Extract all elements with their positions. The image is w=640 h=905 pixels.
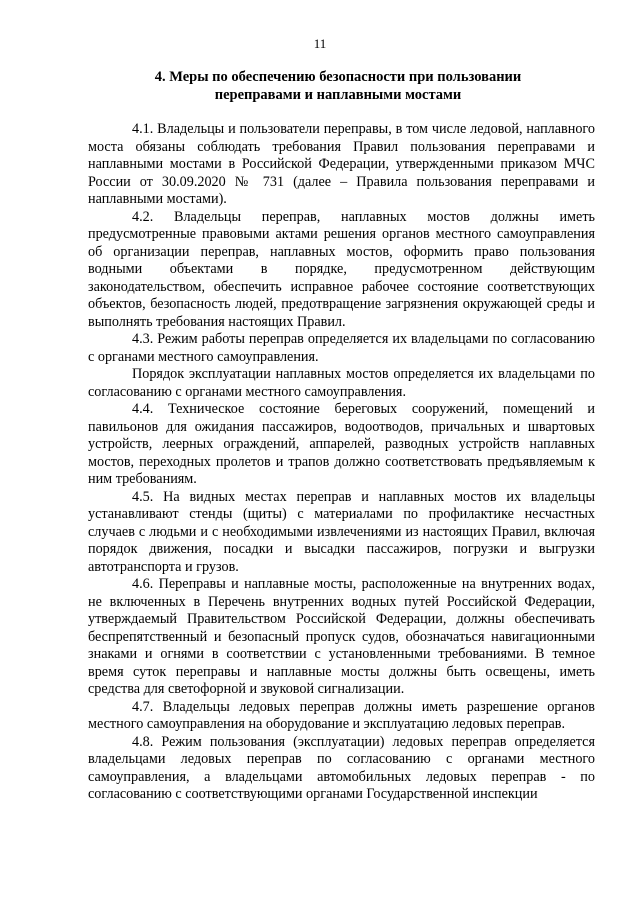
section-heading-line-2: переправами и наплавными мостами [214,87,462,103]
page-number: 11 [313,36,327,51]
paragraph-4-4: 4.4. Техническое состояние береговых сооружений, помещений и павильонов для ожидания пассажиров, водоотводов, причальных и швартовых устройств, леерных ограждений, аппарелей, разводных устройств наплавных мостов, переходных пролетов и трапов должно соответствовать предъявляемым к ним требованиям. [88,401,595,487]
paragraph-4-2: 4.2. Владельцы переправ, наплавных мостов должны иметь предусмотренные правовыми актами решения органов местного самоуправления об организации переправ, наплавных мостов, оформить право пользования водными объектами в порядке, предусмотренном действующим законодательством, обеспечить исправное рабочее состояние соответствующих объектов, безопасность людей, предотвращение загрязнения окружающей среды и выполнять требования настоящих Правил. [88,208,595,330]
paragraph-4-5: 4.5. На видных местах переправ и наплавных мостов их владельцы устанавливают стенды (щиты) с материалами по профилактике несчастных случаев с людьми и с необходимыми извлечениями из настоящих Правил, включая порядок движения, посадки и высадки пассажиров, погрузки и выгрузки автотранспорта и грузов. [88,488,595,575]
section-heading [88,68,588,104]
paragraph-4-8: 4.8. Режим пользования (эксплуатации) ледовых переправ определяется владельцами ледовых переправ по согласованию с органами местного самоуправления, а владельцами автомобильных ледовых переправ - по согласованию с соответствующими органами Государственной инспекции [88,733,595,802]
paragraph-4-3: 4.3. Режим работы переправ определяется их владельцами по согласованию с органами местного самоуправления. [88,331,595,365]
paragraph-4-3-bridges: Порядок эксплуатации наплавных мостов определяется их владельцами по согласованию с органами местного самоуправления. [88,366,595,400]
paragraph-4-7: 4.7. Владельцы ледовых переправ должны иметь разрешение органов местного самоуправления на оборудование и эксплуатацию ледовых переправ. [88,698,595,732]
section-heading-line-1: 4. Меры по обеспечению безопасности при пользовании [154,69,522,85]
paragraph-4-6: 4.6. Переправы и наплавные мосты, расположенные на внутренних водах, не включенных в Перечень внутренних водных путей Российской Федерации, утверждаемый Правительством Российской Федерации, должны обеспечивать беспрепятственный и безопасный пропуск судов, обозначаться навигационными знаками и огнями в соответствии с установленными требованиями. В темное время суток переправы и наплавные мосты должны быть освещены, иметь средства для светофорной и звуковой сигнализации. [88,576,595,697]
paragraph-4-1: 4.1. Владельцы и пользователи переправы, в том числе ледовой, наплавного моста обязаны соблюдать требования Правил пользования переправами и наплавными мостами в Российской Федерации, утвержденными приказом МЧС России от 30.09.2020 № 731 (далее – Правила пользования переправами и наплавными мостами). [88,121,595,207]
document-body [88,121,595,804]
